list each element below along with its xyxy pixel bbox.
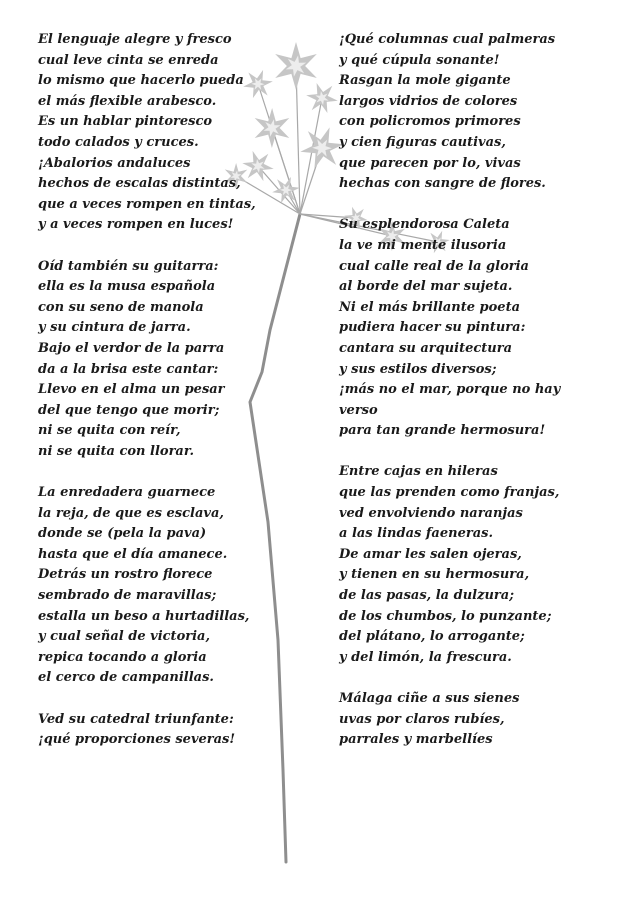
poem-line: Llevo en el alma un pesar <box>38 382 225 398</box>
poem-line: verso <box>339 402 378 418</box>
poem-line: ¡Qué columnas cual palmeras <box>339 32 556 47</box>
poem-line: sembrado de maravillas; <box>38 588 217 604</box>
poem-line: ¡más no el mar, porque no hay <box>339 382 561 398</box>
stanza <box>38 483 308 689</box>
poem-line: parrales y marbellíes <box>339 732 493 748</box>
poem-line: El lenguaje alegre y fresco <box>38 32 232 47</box>
poem-line: el cerco de campanillas. <box>38 670 214 686</box>
poem-line: hechos de escalas distintas, <box>38 176 241 192</box>
poem-line: Su esplendorosa Caleta <box>339 217 510 233</box>
poem-line: ¡Abalorios andaluces <box>38 155 191 171</box>
poem-line: al borde del mar sujeta. <box>339 279 513 295</box>
poem-line: y cien figuras cautivas, <box>339 134 506 150</box>
poem-line: ella es la musa española <box>38 279 216 295</box>
poem-line: cual calle real de la gloria <box>339 258 529 274</box>
poem-line: ved envolviendo naranjas <box>339 505 523 521</box>
poem-line: Málaga ciñe a sus sienes <box>339 691 520 706</box>
poem-line: y sus estilos diversos; <box>339 361 497 377</box>
poem-line: De amar les salen ojeras, <box>339 546 522 562</box>
poem-line: la reja, de que es esclava, <box>38 505 224 521</box>
poem-line: con policromos primores <box>339 114 521 130</box>
poem-line: del que tengo que morir; <box>38 402 220 418</box>
poem-line: lo mismo que hacerlo pueda <box>38 73 244 89</box>
poem-line: estalla un beso a hurtadillas, <box>38 608 250 624</box>
poem-line: y tienen en su hermosura, <box>339 567 530 583</box>
poem-line: y a veces rompen en luces! <box>38 217 234 233</box>
poem-line: hasta que el día amanece. <box>38 546 228 562</box>
poem-line: del plátano, lo arrogante; <box>339 629 525 645</box>
poem-line: la ve mi mente ilusoria <box>339 237 507 253</box>
poem-line: donde se (pela la pava) <box>38 526 207 542</box>
poem-line: Ved su catedral triunfante: <box>38 711 234 727</box>
poem-line: que a veces rompen en tintas, <box>38 196 256 212</box>
stanza <box>38 710 308 751</box>
poem-line: Bajo el verdor de la parra <box>38 340 225 356</box>
poem-line: repica tocando a gloria <box>38 649 207 665</box>
poem-line: Detrás un rostro florece <box>38 567 213 583</box>
poem-line: y cual señal de victoria, <box>38 629 210 645</box>
poem-line: de los chumbos, lo punzante; <box>339 608 552 624</box>
poem-line: La enredadera guarnece <box>38 485 216 501</box>
poem-line: a las lindas faeneras. <box>339 526 493 542</box>
poem-line: de las pasas, la dulzura; <box>339 588 514 604</box>
poem-line: da a la brisa este cantar: <box>38 361 219 377</box>
stanza <box>339 462 604 668</box>
poem-line: hechas con sangre de flores. <box>339 176 546 192</box>
poem-line: para tan grande hermosura! <box>339 423 546 439</box>
poem-line: pudiera hacer su pintura: <box>339 320 526 336</box>
poem-line: uvas por claros rubíes, <box>339 711 505 727</box>
poem-line: largos vidrios de colores <box>339 93 518 109</box>
poem-line: con su seno de manola <box>38 299 204 315</box>
poem-line: Rasgan la mole gigante <box>339 73 511 89</box>
poem-line: el más flexible arabesco. <box>38 93 217 109</box>
poem-line: y del limón, la frescura. <box>339 649 512 665</box>
poem-line: cantara su arquitectura <box>339 340 512 356</box>
poem-line: que las prenden como franjas, <box>339 485 560 501</box>
poem-left-column <box>38 30 308 751</box>
poem-line: ni se quita con reír, <box>38 423 181 439</box>
stanza <box>38 30 308 236</box>
stanza <box>38 257 308 463</box>
stanza <box>339 30 604 195</box>
poem-line: Es un hablar pintoresco <box>38 114 213 130</box>
poem-line: y qué cúpula sonante! <box>339 52 500 68</box>
poem-right-column <box>339 30 604 751</box>
stanza <box>339 689 604 751</box>
poem-line: todo calados y cruces. <box>38 134 199 150</box>
poem-line: Entre cajas en hileras <box>339 464 498 480</box>
stanza <box>339 215 604 442</box>
poem-line: ni se quita con llorar. <box>38 443 195 459</box>
poem-line: ¡qué proporciones severas! <box>38 732 236 748</box>
poem-line: Ni el más brillante poeta <box>339 299 520 315</box>
poem-line: Oíd también su guitarra: <box>38 258 219 274</box>
poem-line: que parecen por lo, vivas <box>339 155 521 171</box>
poem-line: cual leve cinta se enreda <box>38 52 219 68</box>
poem-line: y su cintura de jarra. <box>38 320 191 336</box>
